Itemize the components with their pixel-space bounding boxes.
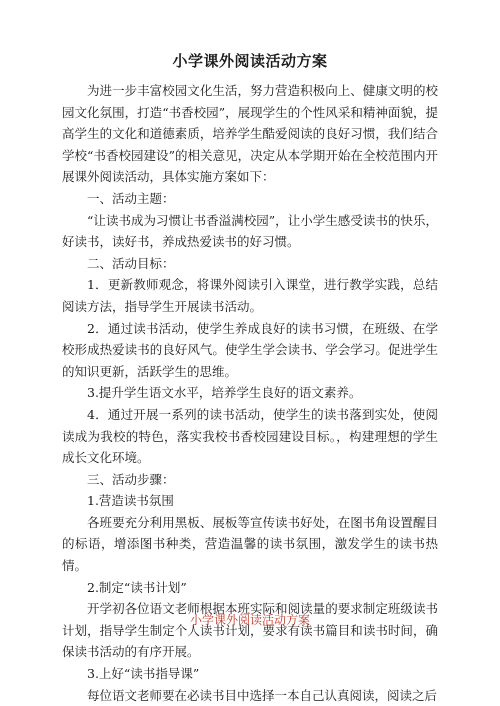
step-paragraph-3: 每位语文老师要在必读书目中选择一本自己认真阅读，阅读之后 xyxy=(87,687,438,703)
theme-paragraph: “让读书成为习惯让书香溢满校园”，让小学生感受读书的快乐，好读书，读好书，养成热爱读书的好习惯。 xyxy=(62,212,438,250)
section-heading-theme: 一、活动主题： xyxy=(87,190,175,206)
section-heading-goals: 二、活动目标： xyxy=(87,255,175,271)
goal-item-2: 2．通过读书活动，使学生养成良好的读书习惯，在班级、在学校形成热爱读书的良好风气。使学生学会读书、学会学习。促进学生的知识更新，活跃学生的思维。 xyxy=(62,320,438,379)
section-heading-steps: 三、活动步骤： xyxy=(87,471,175,487)
goal-item-3: 3.提升学生语文水平，培养学生良好的语文素养。 xyxy=(87,385,362,401)
page-title: 小学课外阅读活动方案 xyxy=(172,52,328,70)
intro-paragraph: 为进一步丰富校园文化生活，努力营造积极向上、健康文明的校园文化氛围，打造“书香校园”，展现学生的个性风采和精神面貌，提高学生的文化和道德素质，培养学生酷爱阅读的良好习惯，我们结合学校“书香校园建设”的相关意见，决定从本学期开始在全校范围内开展课外阅读活动，具体实施方案如下： xyxy=(62,83,438,185)
step-heading-2: 2.制定“读书计划” xyxy=(87,579,187,595)
goal-item-1: 1．更新教师观念，将课外阅读引入课堂，进行教学实践，总结阅读方法，指导学生开展读书活动。 xyxy=(62,277,438,314)
goal-item-4: 4．通过开展一系列的读书活动，使学生的读书落到实处，使阅读成为我校的特色，落实我校书香校园建设目标。，构建理想的学生成长文化环境。 xyxy=(62,406,438,466)
step-heading-3: 3.上好“读书指导课” xyxy=(87,666,200,682)
step-heading-1: 1.营造读书氛围 xyxy=(87,493,174,509)
step-paragraph-2: 开学初各位语文老师根据本班实际和阅读量的要求制定班级读书计划，指导学生制定个人读书计划，要求有读书篇目和读书时间，确保读书活动的有序开展。 xyxy=(62,601,438,660)
step-paragraph-1: 各班要充分利用黑板、展板等宣传读书好处，在图书角设置醒目的标语，增添图书种类，营造温馨的读书氛围，激发学生的读书热情。 xyxy=(62,514,438,574)
page-footer: 小学课外阅读活动方案 xyxy=(189,613,310,627)
